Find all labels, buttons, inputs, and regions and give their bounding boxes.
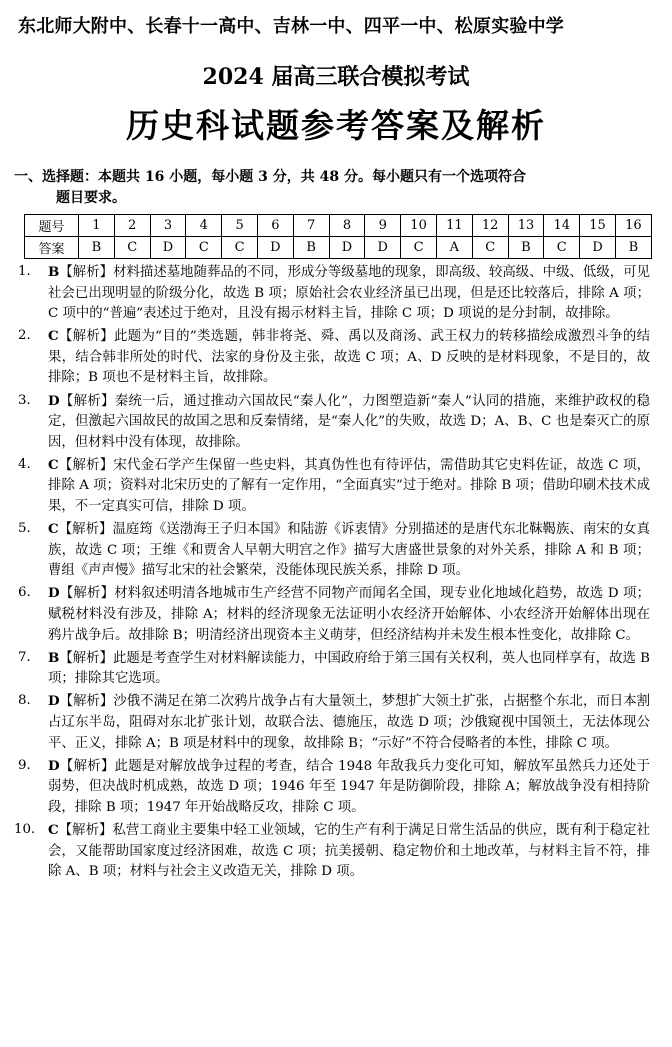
- question-number-cell: 4: [186, 215, 222, 237]
- item-answer: D: [48, 693, 60, 710]
- question-number-cell: 5: [222, 215, 258, 237]
- item-answer: C: [48, 328, 59, 345]
- item-answer: D: [48, 757, 60, 774]
- answer-cell: A: [436, 237, 472, 259]
- schools-header: 东北师大附中、长春十一高中、吉林一中、四平一中、松原实验中学: [18, 16, 564, 37]
- item-answer: D: [48, 585, 60, 602]
- explanation-item: [18, 756, 650, 819]
- item-body: [48, 820, 650, 883]
- question-number-cell: 15: [580, 215, 616, 237]
- question-number-cell: 12: [472, 215, 508, 237]
- explanation-item: [18, 519, 650, 582]
- exam-title: 2024 届高三联合模拟考试: [202, 64, 470, 90]
- item-tag: 【解析】: [59, 265, 114, 280]
- question-number-cell: 16: [615, 215, 651, 237]
- question-number-cell: 11: [436, 215, 472, 237]
- item-text: 材料叙述明清各地城市生产经营不同物产而闻名全国，现专业化地域化趋势，故选 D 项；赋税材料没有涉及，排除 A；材料的经济现象无法证明小农经济开始解体、小农经济开始解体出现在鸦片战争后。故排除 B；明清经济出现资本主义萌芽，但经济结构并未发生根本性变化，故排除 C。: [48, 586, 651, 643]
- item-text: 沙俄不满足在第二次鸦片战争占有大量领土，梦想扩大领土扩张，占据整个东北，而日本割占辽东半岛，阻碍对东北扩张计划，故联合法、德施压，故选 D 项；沙俄窥视中国领土，无法体现公平、正义，排除 A；B 项是材料中的现象，故排除 B；“示好”不符合侵略者的本性，排除 C 项。: [48, 694, 651, 751]
- question-number-cell: 9: [365, 215, 401, 237]
- item-text: 此题是考查学生对材料解读能力，中国政府给于第三国有关权利，英人也同样享有，故选 B 项；排除其它选项。: [48, 650, 650, 687]
- item-body: [48, 583, 650, 646]
- question-number-cell: 7: [293, 215, 329, 237]
- item-tag: 【解析】: [59, 393, 115, 409]
- answer-cell: D: [580, 237, 616, 259]
- item-answer: C: [48, 521, 59, 538]
- item-body: [48, 648, 650, 690]
- item-number: 6．: [18, 585, 40, 601]
- item-text: 私营工商业主要集中轻工业领域，它的生产有利于满足日常生活品的供应，既有利于稳定社会，又能帮助国家度过经济困难，故选 C 项；抗美援朝、稳定物价和土地改革，与材料主旨不符，排除 A、B 项；材料与社会主义改造无关，排除 D 项。: [48, 822, 651, 880]
- answer-cell: C: [186, 237, 222, 259]
- row-label-answer: 答案: [25, 237, 79, 259]
- item-text: 材料描述墓地随葬品的不同，形成分等级墓地的现象，即高级、较高级、中级、低级，可见社会已出现明显的阶级分化，故选 B 项；原始社会农业经济虽已出现，但是还比较落后，排除 A 项；C 项中的“普遍”表述过于绝对，且没有揭示材料主旨，排除 C 项；D 项说的是分封制，故排除。: [48, 265, 651, 322]
- item-tag: 【解析】: [58, 522, 113, 538]
- answer-cell: D: [150, 237, 186, 259]
- explanation-item: [18, 455, 650, 518]
- question-number-cell: 14: [544, 215, 580, 237]
- answer-table: [24, 214, 652, 259]
- section-heading-line1: 一、选择题：本题共 16 小题，每小题 3 分，共 48 分。每小题只有一个选项符合: [14, 169, 526, 185]
- answer-cell: B: [615, 237, 651, 259]
- item-body: [48, 326, 650, 389]
- answer-table-answer-row: [25, 237, 652, 259]
- item-tag: 【解析】: [59, 758, 115, 774]
- item-body: [48, 691, 650, 754]
- item-answer: C: [48, 821, 59, 838]
- item-number: 5．: [18, 521, 40, 537]
- answer-cell: C: [401, 237, 437, 259]
- item-text: 秦统一后，通过推动六国故民“秦人化”，力图塑造新“秦人”认同的措施，来维护政权的稳定，但激起六国故民的故国之思和反秦情绪，是“秦人化”的失败，故选 D；A、B、C 也是秦灭亡的原因，但材料中没有体现，故排除。: [48, 393, 650, 450]
- item-answer: B: [48, 649, 60, 666]
- explanation-item: [18, 648, 650, 690]
- item-tag: 【解析】: [58, 329, 114, 345]
- explanation-list: [14, 262, 651, 884]
- item-number: 3．: [18, 392, 40, 408]
- item-tag: 【解析】: [59, 694, 114, 710]
- item-number: 9．: [18, 757, 40, 773]
- item-tag: 【解析】: [58, 822, 113, 838]
- item-answer: B: [48, 264, 60, 280]
- explanation-item: [18, 691, 650, 754]
- answer-table-number-row: [25, 215, 652, 237]
- item-number: 10．: [14, 821, 45, 837]
- question-number-cell: 1: [79, 215, 115, 237]
- item-answer: D: [48, 392, 60, 409]
- answer-cell: C: [472, 237, 508, 259]
- item-tag: 【解析】: [59, 650, 113, 666]
- item-text: 温庭筠《送渤海王子归本国》和陆游《诉衷情》分别描述的是唐代东北靺鞨族、南宋的女真族，故选 C 项；王维《和贾舍人早朝大明宫之作》描写大唐盛世景象的对外关系，排除 A 和 B 项；曹组《声声慢》描写北宋的社会繁荣，没能体现民族关系，排除 D 项。: [48, 522, 651, 579]
- answer-cell: D: [365, 237, 401, 259]
- item-body: [48, 455, 650, 518]
- answer-cell: B: [508, 237, 544, 259]
- item-tag: 【解析】: [59, 586, 115, 602]
- question-number-cell: 13: [508, 215, 544, 237]
- item-body: [48, 391, 650, 454]
- answer-cell: C: [114, 237, 150, 259]
- explanation-item: [18, 583, 650, 646]
- answer-cell: B: [293, 237, 329, 259]
- question-number-cell: 3: [150, 215, 186, 237]
- answer-cell: C: [544, 237, 580, 259]
- item-body: [48, 262, 650, 325]
- main-title: 历史科试题参考答案及解析: [126, 106, 546, 145]
- item-answer: C: [48, 456, 59, 473]
- item-text: 此题是对解放战争过程的考查，结合 1948 年敌我兵力变化可知，解放军虽然兵力还处于弱势，但决战时机成熟，故选 D 项；1946 年至 1947 年是防御阶段，排除 A；解放战争没有相持阶段，排除 B 项；1947 年开始战略反攻，排除 C 项。: [48, 758, 651, 815]
- answer-cell: D: [257, 237, 293, 259]
- item-body: [48, 519, 650, 582]
- explanation-item: [14, 820, 651, 883]
- item-number: 2．: [18, 328, 40, 344]
- item-number: 1．: [18, 264, 40, 279]
- row-label-number: 题号: [25, 215, 79, 237]
- item-text: 此题为“目的”类选题，韩非将尧、舜、禹以及商汤、武王权力的转移描绘成激烈斗争的结果，结合韩非所处的时代、法家的身份及主张，故选 C 项；A、D 反映的是材料现象，不是目的，故排除；B 项也不是材料主旨，故排除。: [48, 329, 650, 386]
- question-number-cell: 6: [257, 215, 293, 237]
- answer-cell: D: [329, 237, 365, 259]
- section-heading-line2: 题目要求。: [56, 190, 126, 206]
- question-number-cell: 8: [329, 215, 365, 237]
- question-number-cell: 2: [114, 215, 150, 237]
- item-number: 8．: [18, 693, 40, 709]
- section-heading: [14, 167, 654, 209]
- question-number-cell: 10: [401, 215, 437, 237]
- item-number: 4．: [18, 456, 40, 472]
- explanation-item: [18, 391, 650, 454]
- answer-cell: B: [79, 237, 115, 259]
- explanation-item: [18, 262, 650, 325]
- item-body: [48, 756, 650, 819]
- item-text: 宋代金石学产生保留一些史料，其真伪性也有待评估，需借助其它史料佐证，故选 C 项，排除 A 项；资料对北宋历史的了解有一定作用，“全面真实”过于绝对。排除 B 项；借助印刷术技术成果，不一定真实可信，排除 D 项。: [48, 457, 650, 515]
- explanation-item: [18, 326, 650, 389]
- item-number: 7．: [18, 649, 40, 665]
- item-tag: 【解析】: [58, 457, 114, 473]
- answer-cell: C: [222, 237, 258, 259]
